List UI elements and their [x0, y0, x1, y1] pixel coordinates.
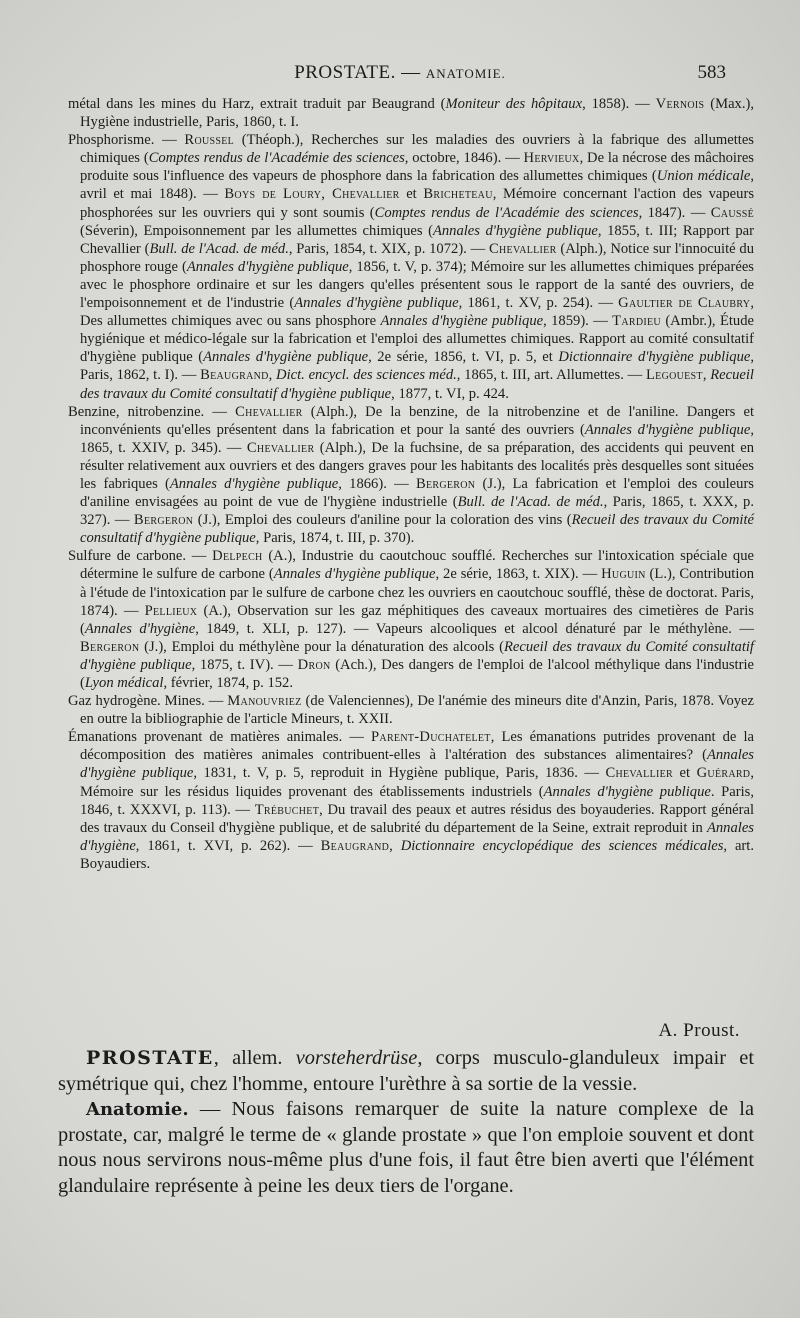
reference-text: , Paris, 1854, t. XIX, p. 1072). —: [288, 240, 489, 257]
author-name: Chevallier: [235, 403, 303, 420]
cited-work-title: Comptes rendus de l'Académie des sciences: [374, 204, 639, 221]
reference-text: , 1861, t. XVI, p. 262). —: [135, 837, 321, 854]
reference-text: (Alph.), De la fuchsine, de sa préparation, des accidents qui peuvent en résulter relativement aux ouvriers et des dangers graves pour les habitants des localités près desquelles sont situées les fabriques (: [80, 439, 754, 492]
reference-text: , 1877, t. VI, p. 424.: [391, 385, 509, 402]
cited-work-title: Recueil des travaux du Comité consultatif d'hygiène publique: [80, 367, 754, 402]
cited-work-title: Recueil des travaux du Comité consultatif d'hygiène publique: [80, 512, 754, 547]
reference-text: , 1865, t. III, art. Allumettes. —: [456, 367, 646, 384]
reference-text: (A.), Observation sur les gaz méphitiques des caveaux mortuaires des cimetières de Paris (: [80, 602, 754, 637]
cited-work-title: Dictionnaire encyclopédique des sciences médicales: [400, 837, 724, 854]
reference-text: (J.), La fabrication et l'emploi des couleurs d'aniline envisagées au point de vue de l'hygiène industrielle (: [80, 475, 754, 511]
reference-text: (Théoph.), Recherches sur les maladies des ouvriers à la fabrique des allumettes chimiques (: [80, 132, 754, 167]
reference-text: et: [673, 765, 697, 782]
author-name: Pellieux: [144, 602, 198, 619]
reference-text: ,: [389, 837, 401, 854]
reference-text: , octobre, 1846). —: [404, 150, 524, 167]
bibliography-entry: [68, 403, 754, 548]
reference-text: Émanations provenant de matières animales. —: [68, 729, 371, 746]
reference-text: , avril et mai 1848). —: [80, 168, 755, 203]
author-name: Guérard: [696, 765, 751, 782]
article-definition: , corps musculo-glanduleux impair et symétrique qui, chez l'homme, entoure l'urèthre à sa sortie de la vessie.: [58, 1047, 754, 1095]
cited-work-title: Recueil des travaux du Comité consultatif d'hygiène publique: [80, 638, 754, 673]
author-name: Gaultier de Claubry: [618, 295, 751, 312]
author-name: Bricheteau: [423, 186, 493, 203]
reference-text: (J.), Emploi du méthylène pour la dénaturation des alcools (: [139, 638, 504, 655]
reference-text: , 1861, t. XV, p. 254). —: [458, 295, 619, 312]
author-name: Parent-Duchatelet: [371, 729, 491, 746]
author-signature: A. Proust.: [658, 1020, 740, 1041]
reference-text: (Séverin), Empoisonnement par les allumettes chimiques (: [80, 222, 433, 239]
author-name: Trébuchet: [254, 801, 320, 818]
running-title: [60, 62, 740, 84]
article-headword: PROSTATE: [86, 1047, 214, 1069]
reference-text: (Alph.), Notice sur l'innocuité du phosphore rouge (: [80, 240, 754, 275]
reference-text: , 1831, t. V, p. 5, reproduit in Hygiène publique, Paris, 1836. —: [193, 765, 606, 782]
reference-text: , février, 1874, p. 152.: [163, 675, 293, 691]
reference-text: , 1856, t. V, p. 374); Mémoire sur les allumettes chimiques préparées avec le phosphore ordinaire et sur les dangers qu'elles présentent sous le rapport de la santé des ouvriers, de l'empoisonnement et de l'industrie (: [80, 258, 754, 312]
bibliography-entry: [68, 95, 754, 131]
author-name: Chevallier: [489, 240, 557, 257]
author-name: Vernois: [655, 96, 705, 112]
reference-text: ,: [268, 367, 277, 384]
author-name: Roussel: [184, 132, 235, 149]
reference-text: (Alph.), De la benzine, de la nitrobenzine et de l'aniline. Dangers et inconvénients qu'elles présentent dans la fabrication et pour la santé des ouvriers (: [80, 403, 754, 438]
reference-text: , 1847). —: [638, 204, 711, 221]
author-name: Chevallier: [246, 439, 315, 456]
cited-work-title: Annales d'hygiène publique: [273, 566, 436, 583]
reference-text: (Ambr.), Étude hygiénique et médico-légale sur la fabrication et l'emploi des allumettes chimiques. Rapport au comité consultatif d'hygiène publique (: [80, 313, 754, 366]
reference-text: , 1855, t. III; Rapport par Chevallier (: [80, 222, 755, 257]
cited-work-title: Annales d'hygiène: [80, 819, 754, 854]
reference-text: , Mémoire sur les résidus liquides provenant des établissements industriels (: [80, 765, 754, 800]
cited-work-title: Annales d'hygiène publique: [432, 222, 598, 239]
reference-text: ,: [702, 367, 711, 384]
author-name: Dron: [297, 656, 331, 673]
cited-work-title: Dict. encycl. des sciences méd.: [276, 367, 457, 384]
cited-work-title: Annales d'hygiène publique: [380, 313, 544, 330]
cited-work-title: Annales d'hygiène publique: [203, 349, 369, 366]
author-name: Chevallier: [605, 765, 674, 782]
author-name: Beaugrand: [200, 367, 269, 384]
cited-work-title: Annales d'hygiène publique: [186, 258, 349, 275]
author-name: Manouvriez: [227, 693, 302, 710]
cited-work-title: Bull. de l'Acad. de méd.: [149, 240, 289, 257]
reference-text: , art. Boyaudiers.: [80, 837, 754, 872]
reference-text: métal dans les mines du Harz, extrait traduit par Beaugrand (: [68, 96, 446, 112]
cited-work-title: Lyon médical: [84, 675, 164, 691]
cited-work-title: Annales d'hygiène: [84, 620, 196, 637]
reference-text: Phosphorisme. —: [68, 132, 185, 149]
cited-work-title: Annales d'hygiène publique: [169, 475, 339, 492]
reference-text: et: [399, 186, 424, 203]
reference-text: , Des allumettes chimiques avec ou sans phosphore: [80, 295, 754, 330]
reference-text: Gaz hydrogène. Mines. —: [68, 693, 228, 710]
author-name: Bergeron: [133, 512, 194, 529]
article-body: [58, 1046, 754, 1200]
reference-text: , 1875, t. IV). —: [191, 656, 298, 673]
reference-text: , Paris, 1865, t. XXX, p. 327). —: [80, 494, 754, 529]
cited-work-title: Bull. de l'Acad. de méd.: [457, 494, 604, 511]
german-term: vorsteherdrüse: [295, 1047, 418, 1069]
cited-work-title: Union médicale: [656, 168, 751, 185]
reference-text: , Paris, 1874, t. III, p. 370).: [255, 530, 415, 547]
reference-text: , 1849, t. XLI, p. 127). — Vapeurs alcooliques et alcool dénaturé par le méthylène. —: [195, 620, 754, 637]
reference-text: , 1865, t. XXIV, p. 345). —: [80, 421, 754, 456]
reference-text: , 2e série, 1863, t. XIX). —: [435, 566, 602, 583]
author-name: Caussé: [710, 204, 754, 221]
reference-text: , Paris, 1862, t. I). —: [80, 349, 755, 384]
reference-text: (A.), Industrie du caoutchouc soufflé. Recherches sur l'intoxication spéciale que détermine le sulfure de carbone (: [80, 548, 754, 583]
author-name: Tardieu: [612, 313, 661, 330]
author-name: Delpech: [212, 548, 263, 565]
bibliography-block: [68, 95, 754, 873]
reference-text: , De la nécrose des mâchoires produite sous l'influence des vapeurs de phosphore dans la fabrication des allumettes chimiques (: [80, 150, 754, 185]
reference-text: (de Valenciennes), De l'anémie des mineurs dite d'Anzin, Paris, 1878. Voyez en outre la bibliographie de l'article Mineurs, t. XXII.: [80, 693, 754, 728]
author-name: Bergeron: [80, 638, 140, 655]
reference-text: , 1859). —: [543, 313, 613, 330]
bibliography-entry: [68, 547, 754, 692]
author-name: Boys de Loury, Chevallier: [224, 186, 400, 203]
anatomy-paragraph: [58, 1097, 754, 1199]
bibliography-entry: [68, 692, 754, 728]
anatomy-text: — Nous faisons remarquer de suite la nature complexe de la prostate, car, malgré le terme de « glande prostate » que l'on emploie souvent et dont nous nous servirons nous-même plus d'une fois, il faut être bien averti que l'élément glandulaire représente à peine les deux tiers de l'organe.: [58, 1098, 754, 1197]
cited-work-title: Dictionnaire d'hygiène publique: [558, 349, 751, 366]
author-name: Beaugrand: [320, 837, 390, 854]
page-number: 583: [697, 62, 726, 83]
reference-text: (L.), Contribution à l'étude de l'intoxication par le sulfure de carbone chez les ouvriers en caoutchouc soufflé, thèse de doctorat. Paris, 1874). —: [80, 566, 754, 619]
section-heading-anatomie: Anatomie.: [86, 1099, 189, 1121]
cited-work-title: Comptes rendus de l'Académie des sciences: [148, 150, 405, 167]
cited-work-title: Annales d'hygiène publique: [294, 295, 459, 312]
article-intro-paragraph: [58, 1046, 754, 1097]
cited-work-title: Moniteur des hôpitaux: [445, 96, 583, 112]
cited-work-title: Annales d'hygiène publique: [584, 421, 751, 438]
reference-text: , 1858). —: [582, 96, 656, 112]
cited-work-title: Annales d'hygiène publique: [80, 747, 754, 782]
reference-text: (Max.), Hygiène industrielle, Paris, 1860, t. I.: [80, 96, 755, 131]
reference-text: Sulfure de carbone. —: [68, 548, 213, 565]
author-name: Legouest: [645, 367, 703, 384]
running-title-main: PROSTATE. —: [294, 62, 421, 83]
bibliography-entry: [68, 728, 754, 873]
author-name: Bergeron: [415, 475, 476, 492]
reference-text: . Paris, 1846, t. XXXVI, p. 113). —: [80, 783, 755, 818]
cited-work-title: Annales d'hygiène publique: [543, 783, 711, 800]
author-name: Hervieux: [523, 150, 580, 167]
article-intro-text: , allem.: [213, 1047, 296, 1069]
running-title-section: ANATOMIE.: [425, 66, 506, 81]
reference-text: , 1866). —: [338, 475, 416, 492]
reference-text: (Ach.), Des dangers de l'emploi de l'alcool méthylique dans l'industrie (: [80, 656, 755, 691]
reference-text: , 2e série, 1856, t. VI, p. 5, et: [368, 349, 559, 366]
bibliography-entry: [68, 131, 754, 402]
running-header: [60, 62, 740, 88]
reference-text: (J.), Emploi des couleurs d'aniline pour la coloration des vins (: [193, 512, 572, 529]
author-name: Huguin: [601, 566, 646, 583]
reference-text: , Du travail des peaux et autres résidus des boyauderies. Rapport général des travaux du Conseil d'hygiène publique, et de salubrité du département de la Seine, extrait reproduit in: [80, 801, 755, 836]
reference-text: , Les émanations putrides provenant de la décomposition des matières animales contribuent-elles à l'altération des substances alimentaires? (: [80, 729, 754, 764]
reference-text: , Mémoire concernant l'action des vapeurs phosphorées sur les ouvriers qui y sont soumis (: [80, 186, 754, 221]
reference-text: Benzine, nitrobenzine. —: [68, 403, 236, 420]
